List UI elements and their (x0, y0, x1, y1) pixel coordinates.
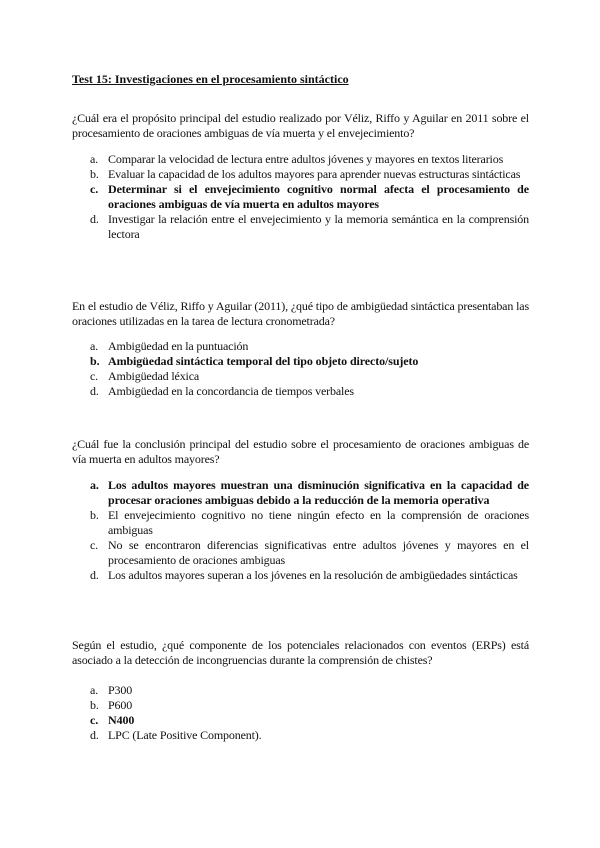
option-text: P600 (108, 698, 133, 712)
option-text: Ambigüedad en la concordancia de tiempos verbales (108, 384, 354, 398)
option-letter: c. (90, 538, 99, 552)
option-3b (72, 508, 529, 538)
option-4d (72, 728, 529, 743)
option-text: Los adultos mayores muestran una disminución significativa en la capacidad de procesar oraciones ambiguas debido a la reducción de la memoria operativa (108, 478, 529, 507)
option-4c-correct (72, 713, 529, 728)
option-2b-correct (72, 354, 529, 369)
option-text: No se encontraron diferencias significativas entre adultos jóvenes y mayores en el procesamiento de oraciones ambiguas (108, 538, 529, 567)
option-4a (72, 683, 529, 698)
question-4-options (72, 683, 529, 743)
option-letter: c. (90, 713, 99, 727)
option-3a-correct (72, 478, 529, 508)
option-text: El envejecimiento cognitivo no tiene ningún efecto en la comprensión de oraciones ambiguas (108, 508, 529, 537)
option-text: Los adultos mayores superan a los jóvenes en la resolución de ambigüedades sintácticas (108, 568, 518, 582)
option-letter: c. (90, 182, 99, 196)
question-3-options (72, 478, 529, 583)
option-2d (72, 384, 529, 399)
option-letter: c. (90, 369, 99, 383)
option-letter: a. (90, 478, 99, 492)
option-letter: b. (90, 167, 99, 181)
option-1a (72, 152, 529, 167)
option-text: Evaluar la capacidad de los adultos mayores para aprender nuevas estructuras sintácticas (108, 167, 521, 181)
option-letter: d. (90, 728, 99, 742)
option-letter: b. (90, 698, 99, 712)
option-3d (72, 568, 529, 583)
option-text: Comparar la velocidad de lectura entre adultos jóvenes y mayores en textos literarios (108, 152, 504, 166)
option-1b (72, 167, 529, 182)
option-text: LPC (Late Positive Component). (108, 728, 262, 742)
option-text: Determinar si el envejecimiento cognitivo normal afecta el procesamiento de oraciones ambiguas de vía muerta en adultos mayores (108, 182, 529, 211)
option-3c (72, 538, 529, 568)
option-text: Ambigüedad léxica (108, 369, 200, 383)
option-letter: d. (90, 212, 99, 226)
option-4b (72, 698, 529, 713)
option-letter: b. (90, 354, 100, 368)
question-1-options (72, 152, 529, 242)
option-letter: d. (90, 384, 99, 398)
question-3-text: ¿Cuál fue la conclusión principal del estudio sobre el procesamiento de oraciones ambiguas de vía muerta en adultos mayores? (72, 437, 529, 466)
option-letter: a. (90, 152, 99, 166)
option-text: Ambigüedad sintáctica temporal del tipo objeto directo/sujeto (108, 354, 419, 368)
option-text: N400 (108, 713, 135, 727)
option-text: Ambigüedad en la puntuación (108, 339, 249, 353)
option-1c-correct (72, 182, 529, 212)
question-1-text: ¿Cuál era el propósito principal del estudio realizado por Véliz, Riffo y Aguilar en 2011 sobre el procesamiento de oraciones ambiguas de vía muerta y el envejecimiento? (72, 111, 529, 140)
option-1d (72, 212, 529, 242)
option-2a (72, 339, 529, 354)
question-2-text: En el estudio de Véliz, Riffo y Aguilar (2011), ¿qué tipo de ambigüedad sintáctica presentaban las oraciones utilizadas en la tarea de lectura cronometrada? (72, 299, 529, 328)
option-letter: a. (90, 339, 99, 353)
option-letter: d. (90, 568, 99, 582)
page-title: Test 15: Investigaciones en el procesamiento sintáctico (72, 72, 349, 86)
option-letter: a. (90, 683, 99, 697)
question-2-options (72, 339, 529, 399)
option-letter: b. (90, 508, 99, 522)
question-4-text: Según el estudio, ¿qué componente de los potenciales relacionados con eventos (ERPs) está asociado a la detección de incongruencias durante la comprensión de chistes? (72, 638, 529, 667)
option-text: Investigar la relación entre el envejecimiento y la memoria semántica en la comprensión lectora (108, 212, 529, 241)
option-text: P300 (108, 683, 133, 697)
option-2c (72, 369, 529, 384)
